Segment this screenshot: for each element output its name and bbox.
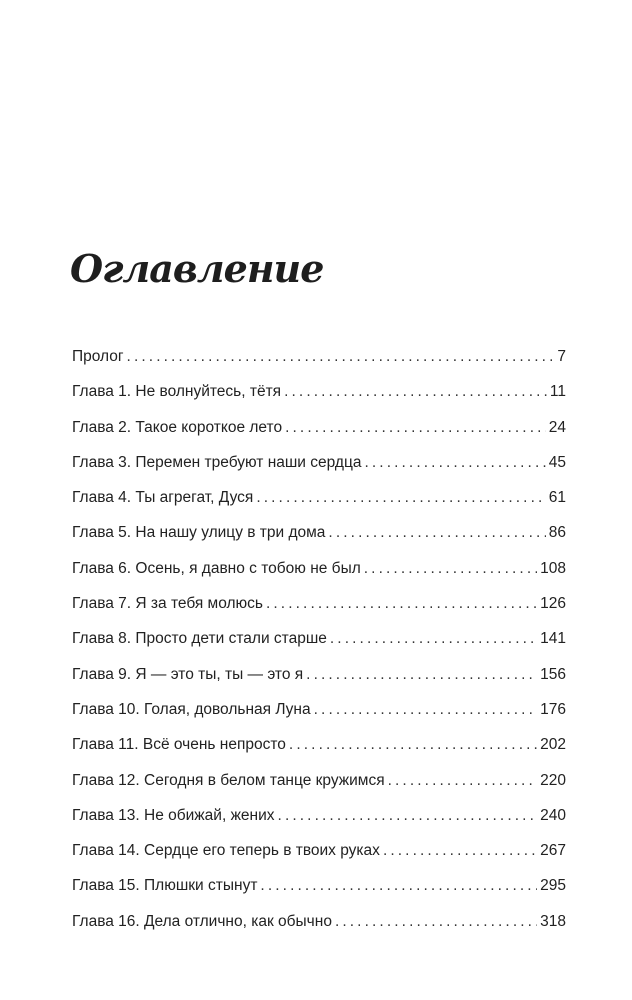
toc-entry-page: 7 (557, 348, 566, 365)
toc-entry-page: 295 (540, 877, 566, 895)
toc-entry-page: 156 (540, 665, 566, 683)
dot-leader (256, 489, 545, 507)
dot-leader (364, 454, 545, 472)
toc-entry (72, 736, 566, 771)
dot-leader (335, 913, 537, 931)
dot-leader (330, 630, 537, 648)
toc-entry-title: Глава 15. Плюшки стынут (72, 877, 258, 895)
toc-entry-title: Глава 7. Я за тебя молюсь (72, 595, 263, 613)
toc-entry-page: 267 (540, 842, 566, 860)
toc-entry-page: 61 (548, 489, 566, 507)
toc-entry-page: 240 (540, 806, 566, 824)
toc-entry-page: 108 (540, 559, 566, 577)
toc-entry (72, 524, 566, 559)
toc-entry-page: 176 (540, 700, 566, 718)
dot-leader (383, 842, 537, 860)
toc-entry-page: 220 (540, 771, 566, 789)
dot-leader (364, 560, 537, 578)
dot-leader (278, 807, 538, 825)
dot-leader (289, 736, 537, 754)
toc-entry-page: 24 (548, 418, 566, 436)
toc-entry-page: 318 (540, 912, 566, 930)
toc-entry (72, 630, 566, 665)
toc-entry-title: Глава 6. Осень, я давно с тобою не был (72, 559, 361, 577)
toc-entry-title: Глава 2. Такое короткое лето (72, 418, 283, 436)
toc-entry (72, 419, 566, 454)
toc-entry-title: Глава 4. Ты агрегат, Дуся (72, 489, 254, 507)
dot-leader (314, 701, 538, 719)
toc-entry-title: Глава 12. Сегодня в белом танце кружимся (72, 771, 385, 789)
table-of-contents (72, 348, 566, 948)
dot-leader (285, 419, 546, 437)
toc-entry (72, 595, 566, 630)
toc-entry (72, 913, 566, 948)
toc-entry (72, 489, 566, 524)
toc-entry (72, 383, 566, 418)
toc-entry-page: 126 (540, 595, 566, 613)
toc-entry (72, 348, 566, 383)
dot-leader (266, 595, 537, 613)
toc-entry (72, 560, 566, 595)
toc-entry-title: Глава 1. Не волнуйтесь, тётя (72, 383, 282, 401)
toc-entry (72, 454, 566, 489)
toc-entry-title: Глава 9. Я — это ты, ты — это я (72, 665, 304, 683)
toc-entry-title: Глава 11. Всё очень непросто (72, 736, 286, 754)
toc-entry-title: Глава 13. Не обижай, жених (72, 806, 275, 824)
dot-leader (127, 348, 555, 366)
dot-leader (284, 383, 547, 401)
toc-entry (72, 772, 566, 807)
toc-entry-page: 45 (548, 453, 566, 471)
toc-entry (72, 666, 566, 701)
toc-entry-page: 11 (549, 383, 566, 401)
toc-entry (72, 877, 566, 912)
dot-leader (328, 524, 545, 542)
toc-entry (72, 842, 566, 877)
toc-entry-title: Глава 3. Перемен требуют наши сердца (72, 453, 362, 471)
toc-entry-title: Пролог (72, 348, 124, 365)
page-title: Оглавление (70, 246, 324, 291)
dot-leader (260, 877, 537, 895)
toc-entry-title: Глава 10. Голая, довольная Луна (72, 700, 311, 718)
toc-entry-title: Глава 5. На нашу улицу в три дома (72, 524, 326, 542)
toc-entry-page: 86 (548, 524, 566, 542)
toc-entry-title: Глава 14. Сердце его теперь в твоих руках (72, 842, 380, 860)
dot-leader (306, 666, 537, 684)
toc-entry-title: Глава 8. Просто дети стали старше (72, 630, 327, 648)
dot-leader (388, 772, 538, 790)
toc-entry (72, 807, 566, 842)
toc-entry-title: Глава 16. Дела отлично, как обычно (72, 912, 332, 930)
toc-entry-page: 141 (540, 630, 566, 648)
toc-entry (72, 701, 566, 736)
toc-entry-page: 202 (540, 736, 566, 754)
